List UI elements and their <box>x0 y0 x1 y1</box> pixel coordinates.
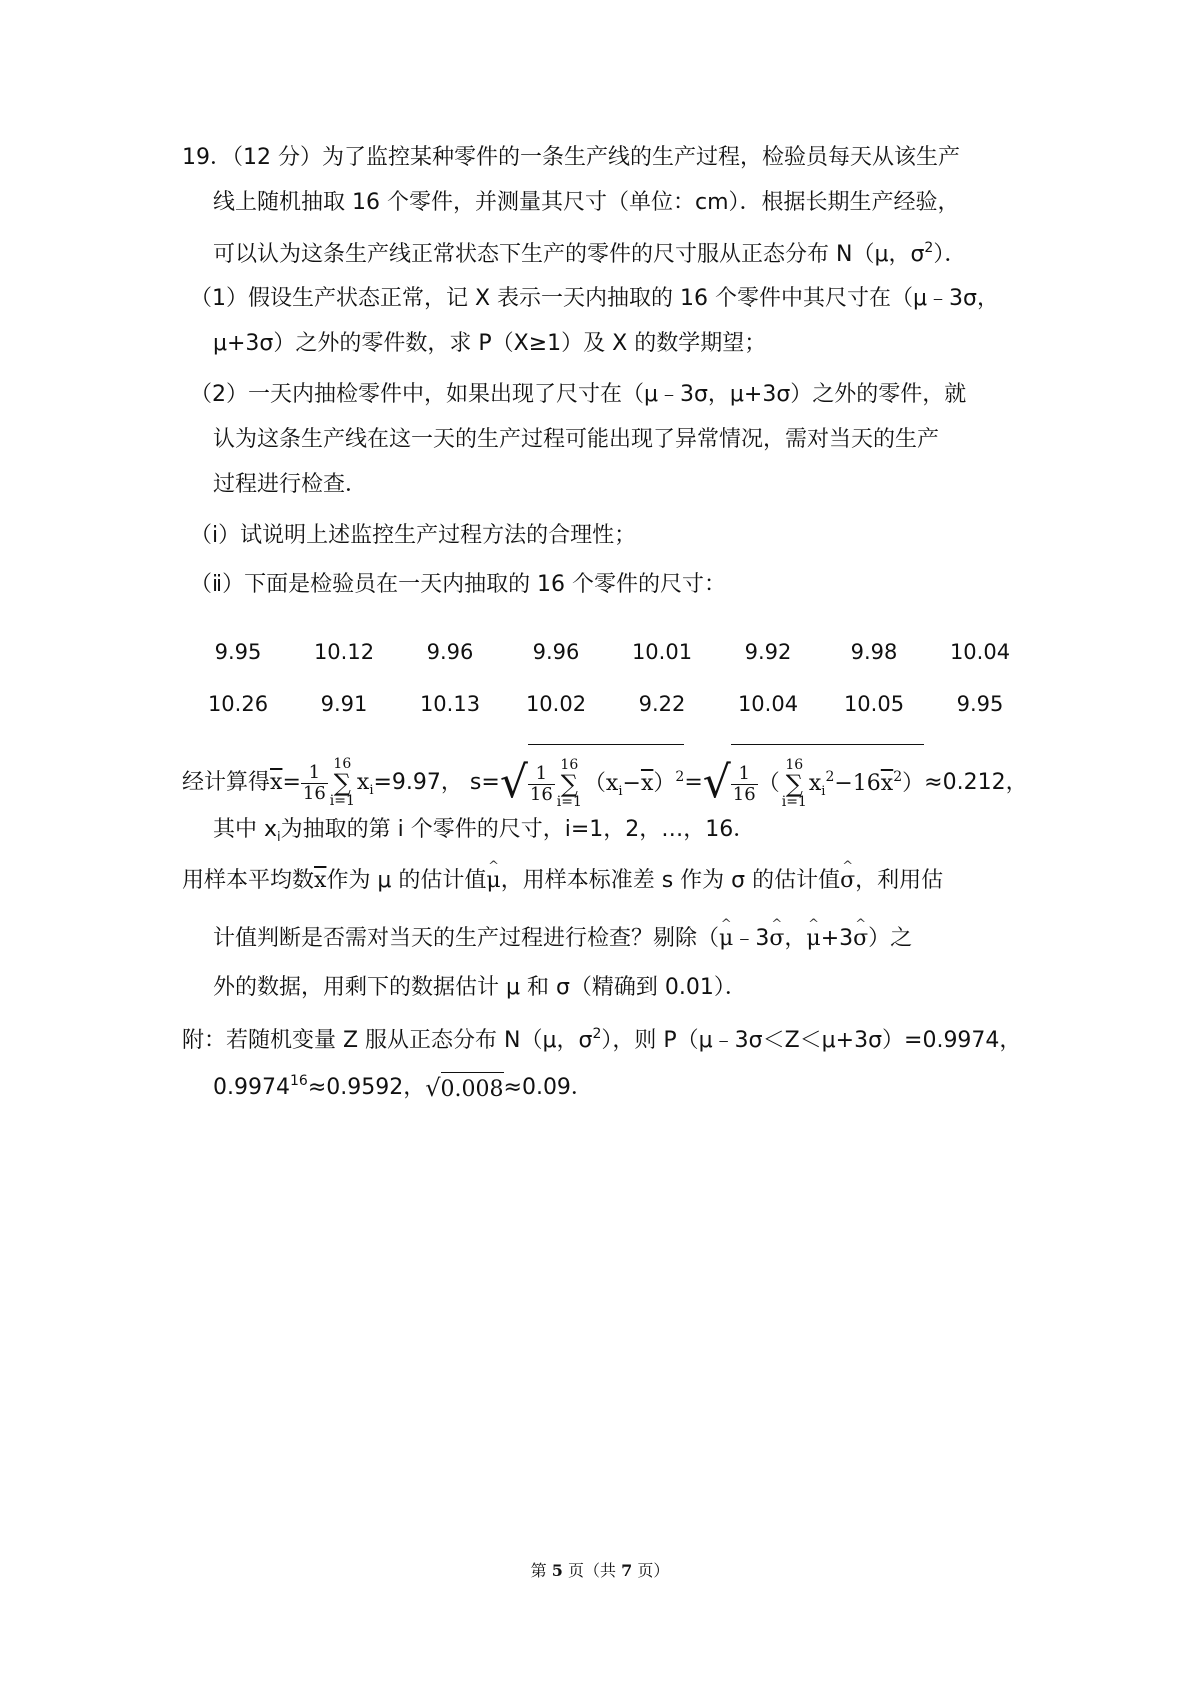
sqrt-body-2 <box>731 744 924 822</box>
table-cell: 9.96 <box>426 640 474 664</box>
paren-open: （ <box>583 771 606 796</box>
sub-question-i: （ⅰ）试说明上述监控生产过程方法的合理性； <box>190 523 637 548</box>
paren-open: （ <box>757 771 780 796</box>
equals-sign: = <box>282 770 301 795</box>
sum-lower-limit: i=1 <box>329 793 355 809</box>
estimator-text-b: 作为 μ 的估计值 <box>326 868 487 893</box>
sigma-hat-symbol: ^ σ <box>840 866 855 896</box>
appendix-text-b: ），则 P（μ﹣3σ＜Z＜μ+3σ）=0.9974， <box>601 1028 1022 1053</box>
fraction-numerator: 1 <box>301 763 328 784</box>
equals-sign: = <box>684 770 703 795</box>
summation-symbol <box>557 758 582 810</box>
sqrt-body-1 <box>528 744 684 822</box>
appendix-line <box>182 1019 1021 1056</box>
xi-term: x <box>808 771 822 796</box>
sigma-hat-symbol: ^ σ <box>853 924 868 954</box>
table-row <box>185 678 1033 730</box>
sigma-hat-symbol: ^ σ <box>769 924 784 954</box>
mu-hat-symbol: ^ μ <box>486 866 500 896</box>
sigma-glyph-icon: ∑ <box>785 770 803 798</box>
approx-value: ≈0.212， <box>924 770 1028 795</box>
paren-close: ） <box>902 771 925 796</box>
question-2-line-1: （2）一天内抽检零件中，如果出现了尺寸在（μ﹣3σ，μ+3σ）之外的零件，就 <box>190 382 967 407</box>
table-cell: 10.04 <box>737 692 799 716</box>
sqrt-expression-2 <box>703 744 924 822</box>
footer-text-b: 页（共 <box>562 1561 622 1580</box>
question-2-line-3: 过程进行检查． <box>213 472 368 497</box>
table-cell: 9.22 <box>638 692 686 716</box>
footer-text-a: 第 <box>530 1561 552 1580</box>
judge-line <box>213 924 912 954</box>
constant-exponent: 16 <box>289 1073 308 1089</box>
question-2-line-2: 认为这条生产线在这一天的生产过程可能出现了异常情况，需对当天的生产 <box>213 427 940 452</box>
sqrt-approx: ≈0.09． <box>503 1075 593 1100</box>
question-1-line-2: μ+3σ）之外的零件数，求 P（X≥1）及 X 的数学期望； <box>213 331 767 356</box>
where-line <box>213 815 755 853</box>
problem-line-2: 线上随机抽取 16 个零件，并测量其尺寸（单位：cm）．根据长期生产经验， <box>213 190 960 215</box>
appendix-text-a: 附：若随机变量 Z 服从正态分布 N（μ，σ <box>182 1028 593 1053</box>
estimator-line <box>182 866 943 896</box>
fraction-one-sixteenth <box>528 764 555 805</box>
table-cell: 9.95 <box>214 640 262 664</box>
problem-line-3-end: ）． <box>933 242 967 267</box>
sample-mean-symbol: $\overline{x}$ <box>270 770 283 795</box>
constant-approx: ≈0.9592， <box>307 1075 426 1100</box>
judge-comma: ， <box>784 926 807 951</box>
sum-upper-limit: 16 <box>333 756 352 772</box>
minus-sixteen: −16 <box>834 771 881 796</box>
sum-lower-limit: i=1 <box>781 794 807 810</box>
sum-lower-limit: i=1 <box>556 794 582 810</box>
fraction-one-sixteenth <box>301 763 328 804</box>
problem-line-3 <box>213 233 966 270</box>
table-cell: 10.04 <box>949 640 1011 664</box>
judge-text-b: ﹣3 <box>733 926 770 951</box>
footer-page-number: 5 <box>551 1561 563 1580</box>
statistics-formula <box>182 744 1028 822</box>
constant-base: 0.9974 <box>213 1075 290 1100</box>
where-text-end: 为抽取的第 i 个零件的尺寸，i=1，2，…，16． <box>280 817 756 842</box>
table-cell: 10.26 <box>207 692 269 716</box>
outside-line: 外的数据，用剩下的数据估计 μ 和 σ（精确到 0.01）． <box>213 975 747 1000</box>
sigma-glyph-icon: ∑ <box>333 769 351 797</box>
xi-subscript: i <box>369 783 374 798</box>
estimator-text-c: ，用样本标准差 s 作为 σ 的估计值 <box>500 868 841 893</box>
fraction-one-sixteenth <box>731 764 758 805</box>
minus-sign: − <box>622 771 641 796</box>
xi-subscript: i <box>618 784 623 799</box>
where-subscript: i <box>277 830 281 845</box>
table-cell: 9.92 <box>744 640 792 664</box>
paren-close: ） <box>653 771 676 796</box>
sample-mean-symbol: $\overline{x}$ <box>640 771 654 796</box>
problem-line-3-text: 可以认为这条生产线正常状态下生产的零件的尺寸服从正态分布 N（μ，σ <box>213 242 925 267</box>
mean-value: =9.97， <box>373 770 463 795</box>
fraction-numerator: 1 <box>731 764 758 785</box>
s-label: s= <box>469 770 500 795</box>
fraction-numerator: 1 <box>528 764 555 785</box>
mu-hat-symbol: ^ μ <box>806 924 820 954</box>
estimator-text-a: 用样本平均数 <box>182 868 315 893</box>
appendix-sup: 2 <box>592 1026 602 1042</box>
question-1-line-1: （1）假设生产状态正常，记 X 表示一天内抽取的 16 个零件中其尺寸在（μ﹣3σ， <box>190 286 999 311</box>
judge-text-d: ）之 <box>868 926 913 951</box>
formula-prefix: 经计算得 <box>182 770 271 795</box>
where-text: 其中 x <box>213 817 278 842</box>
radical-icon: √ <box>702 757 731 808</box>
table-cell: 9.95 <box>956 692 1004 716</box>
fraction-denominator: 16 <box>529 783 553 805</box>
table-cell: 10.05 <box>843 692 905 716</box>
judge-text-a: 计值判断是否需对当天的生产过程进行检查？剔除（ <box>213 926 720 951</box>
constants-line <box>213 1066 593 1108</box>
radical-icon: √ <box>499 757 528 808</box>
summation-symbol <box>330 757 355 809</box>
sqrt-small <box>425 1068 503 1108</box>
mu-hat-symbol: ^ μ <box>719 924 733 954</box>
table-cell: 10.13 <box>419 692 481 716</box>
table-row <box>185 626 1033 678</box>
table-cell: 10.12 <box>313 640 375 664</box>
square-sup: 2 <box>893 769 903 785</box>
sigma-squared-sup: 2 <box>924 240 934 256</box>
xi-term: x <box>356 770 370 795</box>
sqrt-expression-1 <box>500 744 684 822</box>
page-footer <box>0 1558 1200 1581</box>
sub-question-ii: （ⅱ）下面是检验员在一天内抽取的 16 个零件的尺寸： <box>190 572 727 597</box>
sample-mean-symbol: $\overline{x}$ <box>314 868 327 893</box>
square-sup: 2 <box>675 769 685 785</box>
sum-upper-limit: 16 <box>560 757 579 773</box>
footer-total-pages: 7 <box>621 1561 633 1580</box>
sum-upper-limit: 16 <box>785 757 804 773</box>
fraction-denominator: 16 <box>732 783 756 805</box>
measurement-table <box>185 626 1033 730</box>
sigma-glyph-icon: ∑ <box>560 770 578 798</box>
table-cell: 10.02 <box>525 692 587 716</box>
fraction-denominator: 16 <box>302 782 326 804</box>
estimator-text-d: ，利用估 <box>855 868 944 893</box>
problem-header: 19．（12 分）为了监控某种零件的一条生产线的生产过程，检验员每天从该生产 <box>182 145 960 170</box>
table-cell: 9.91 <box>320 692 368 716</box>
footer-text-c: 页） <box>632 1561 670 1580</box>
table-cell: 10.01 <box>631 640 693 664</box>
summation-symbol <box>782 758 807 810</box>
judge-text-c: +3 <box>820 926 854 951</box>
square-sup: 2 <box>825 769 835 785</box>
xi-term: x <box>605 771 619 796</box>
sqrt-small-body: 0.008 <box>441 1072 504 1105</box>
table-cell: 9.96 <box>532 640 580 664</box>
xi-subscript: i <box>821 784 826 799</box>
table-cell: 9.98 <box>850 640 898 664</box>
radical-icon: √ <box>425 1074 441 1102</box>
sample-mean-symbol: $\overline{x}$ <box>880 771 894 796</box>
